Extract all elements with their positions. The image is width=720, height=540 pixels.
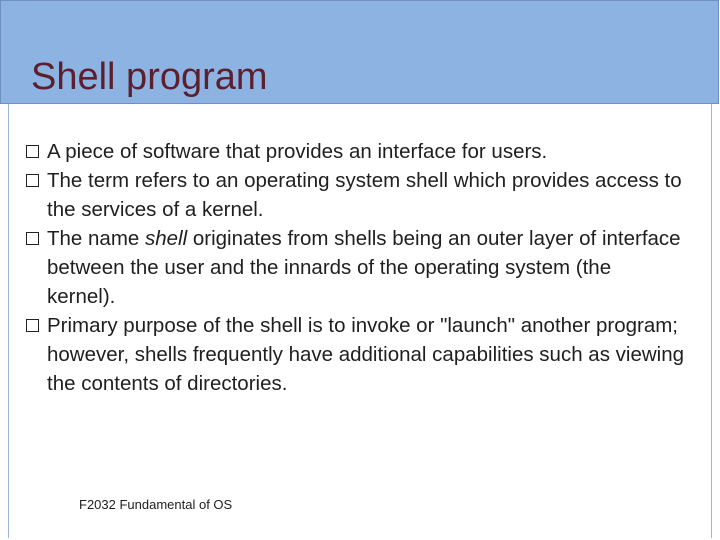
bullet-text (47, 227, 681, 308)
slide-footer: F2032 Fundamental of OS (79, 497, 233, 512)
square-bullet-icon (26, 319, 39, 332)
bullet-text: The term refers to an operating system shell which provides access to the services of a kernel. (47, 169, 682, 221)
square-bullet-icon (26, 145, 39, 158)
square-bullet-icon (26, 232, 39, 245)
right-frame-line (711, 104, 712, 538)
slide-title: Shell program (31, 56, 268, 98)
content-bullet-list (25, 137, 685, 398)
bullet-text: Primary purpose of the shell is to invoke or "launch" another program; however, shells frequently have additional capabilities such as viewing the contents of directories. (47, 314, 685, 395)
bullet-text: A piece of software that provides an interface for users. (47, 140, 548, 163)
bullet-item-primary-purpose (25, 311, 685, 398)
left-frame-line (8, 104, 9, 538)
bullet-item-interface (25, 137, 685, 166)
bullet-item-name-origin (25, 224, 685, 311)
square-bullet-icon (26, 174, 39, 187)
bullet-text-after-emphasis: originates from shells being an outer layer of interface between the user and the innards of the operating system (the kernel). (47, 227, 681, 308)
bullet-item-kernel-access (25, 166, 685, 224)
emphasized-shell-word: shell (145, 227, 188, 250)
bullet-text-before-emphasis: The name (47, 227, 145, 250)
